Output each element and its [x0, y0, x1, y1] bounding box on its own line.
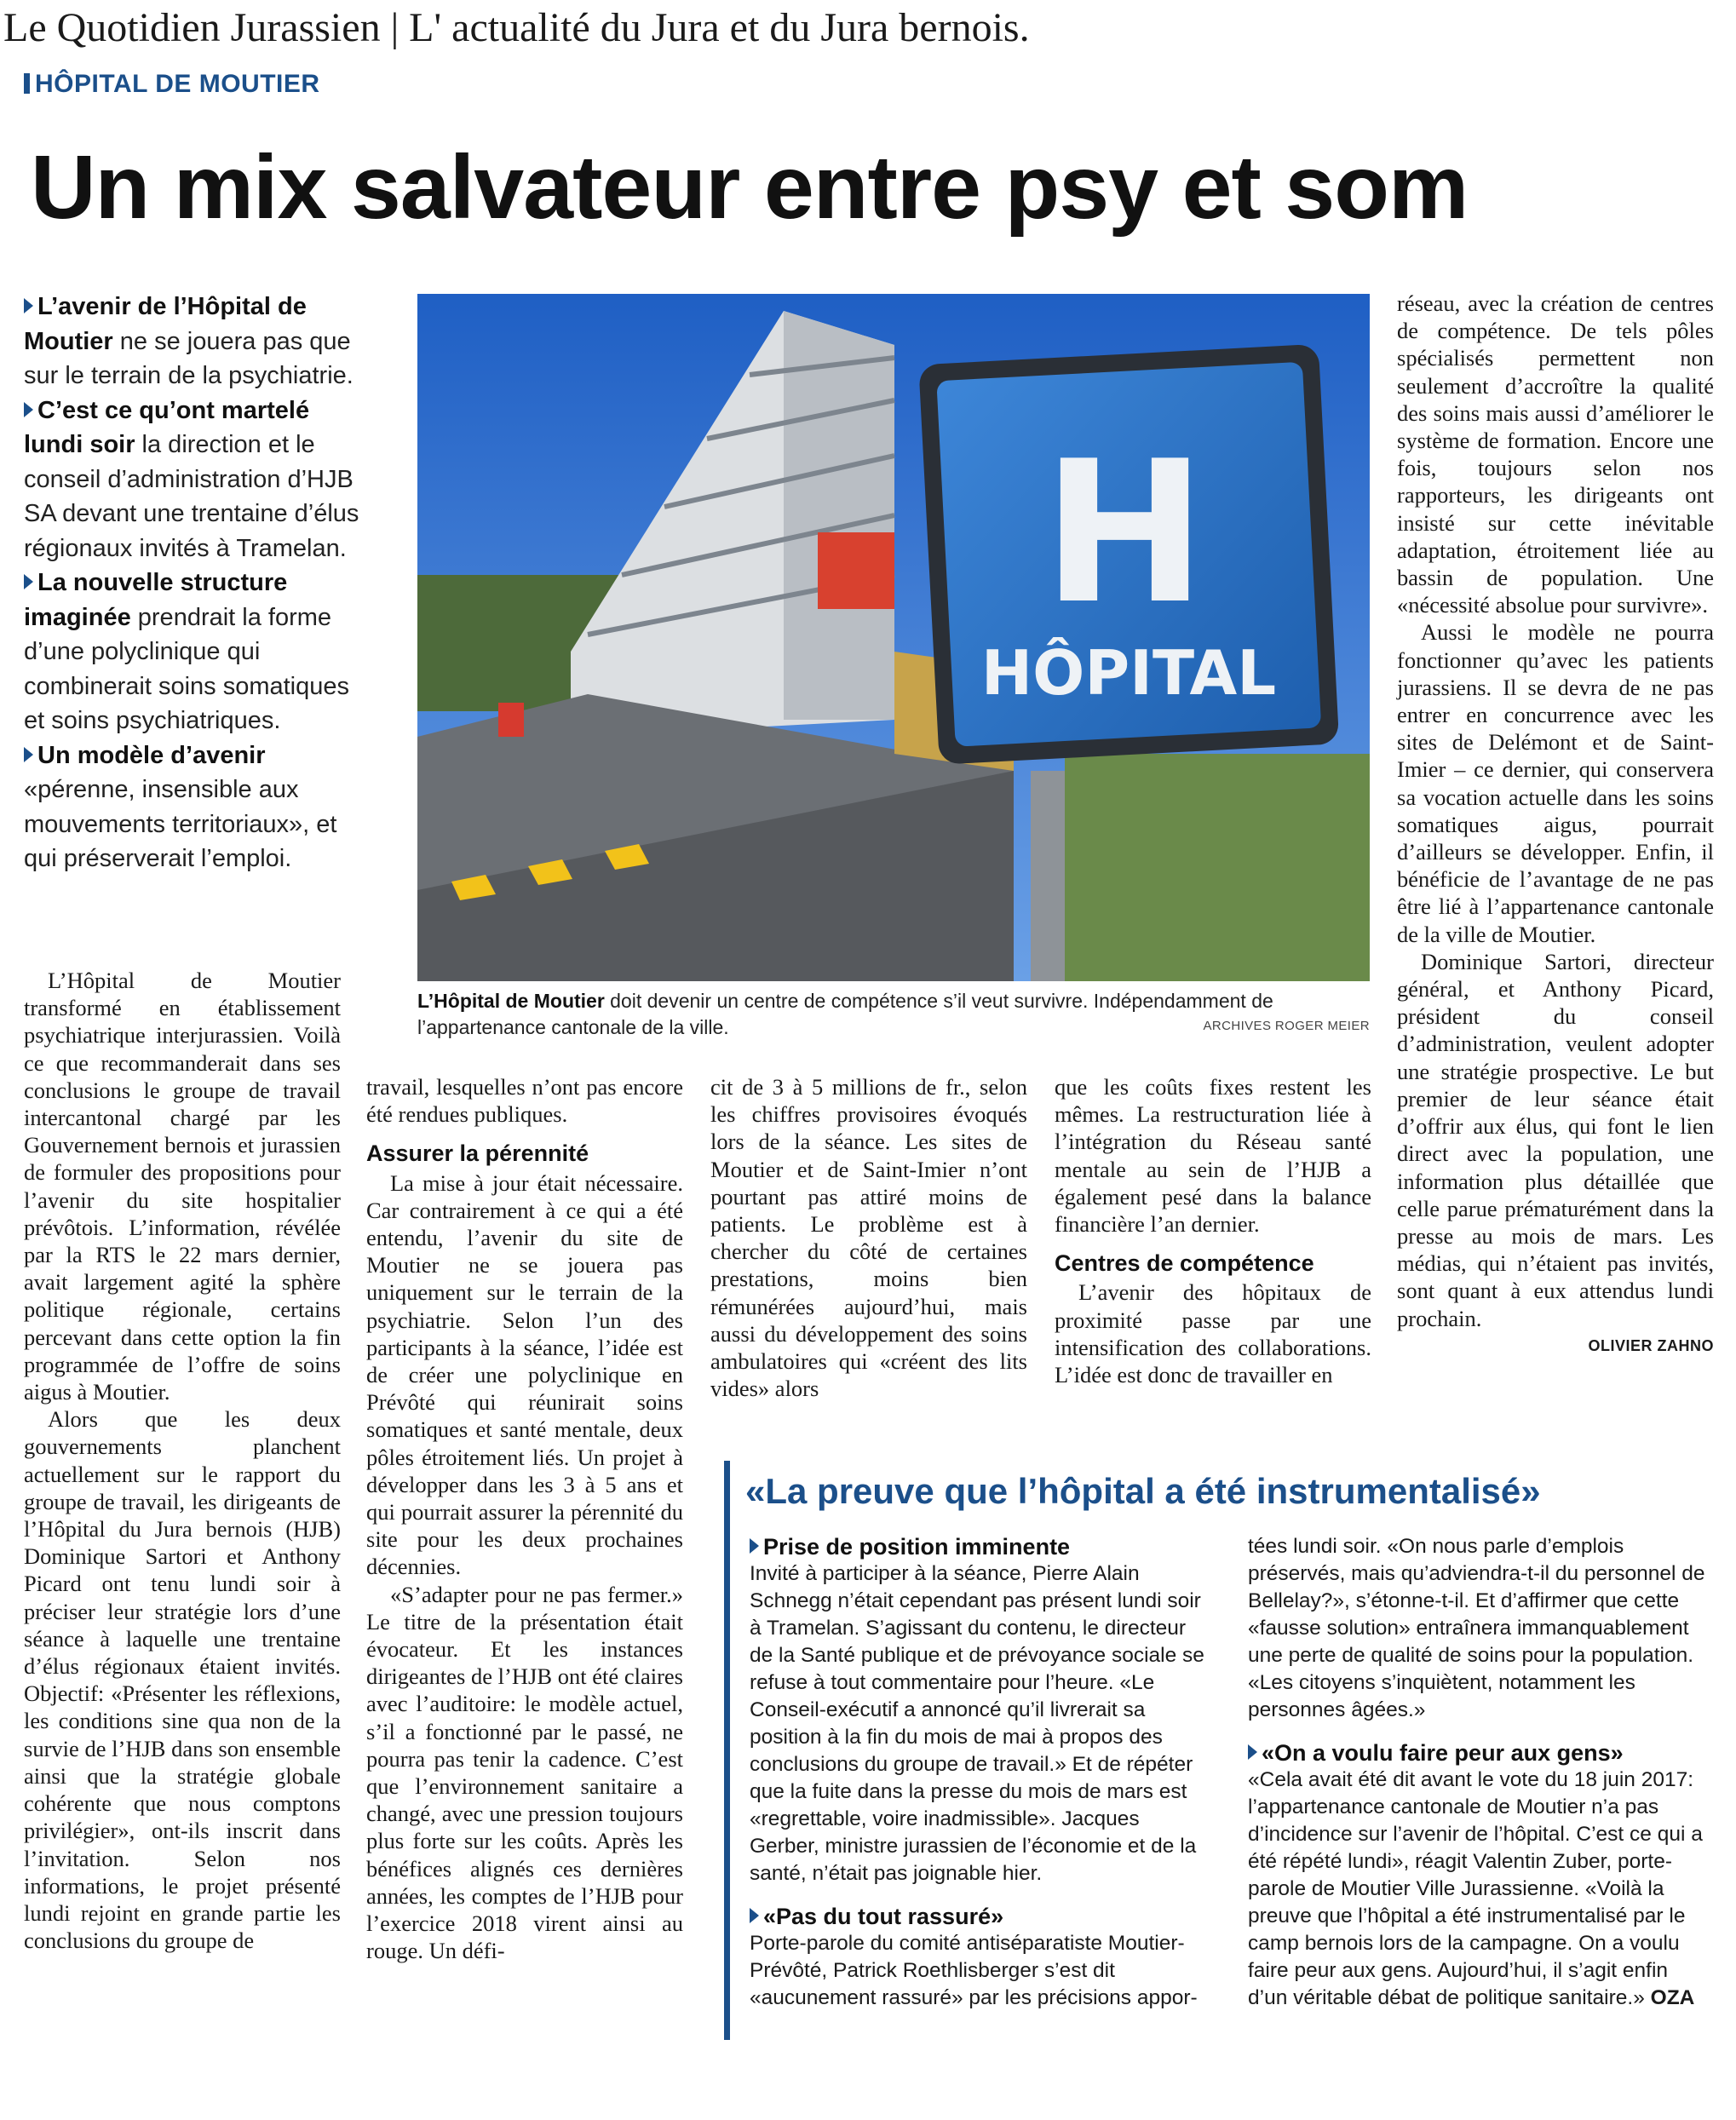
paragraph: Aussi le modèle ne pourra fonctionner qu’avec les patients jurassiens. Il se devra de ne pas entrer en concurrence avec les sites de Delémont et de Saint-Imier – ce dernier, qui conservera sa vocation actuelle dans les soins somatiques aigus, pourrait d’ailleurs se développer. Enfin, il bénéficie de l’avantage de ne pas être lié à l’appartenance cantonale de la ville de Moutier.	[1397, 619, 1714, 947]
lead-item-text: ne se jouera pas que sur le terrain de la psychiatrie.	[24, 327, 354, 389]
box-subheading	[750, 1903, 1210, 1930]
bullet-triangle-icon	[24, 298, 33, 313]
article-column-1	[24, 967, 341, 1954]
article-column-3	[710, 1073, 1027, 1402]
box-column-1	[750, 1533, 1210, 2012]
bullet-triangle-icon	[750, 1538, 759, 1554]
sign-word: HÔPITAL	[980, 637, 1277, 709]
headline: Un mix salvateur entre psy et som	[31, 137, 1469, 238]
bullet-triangle-icon	[750, 1908, 759, 1923]
box-subheading-text: «Pas du tout rassuré»	[763, 1904, 1004, 1929]
paragraph: que les coûts fixes restent les mêmes. La restructuration liée à l’intégration du Réseau santé mentale au sein de l’HJB a également pesé dans la balance financière l’an dernier.	[1055, 1074, 1371, 1238]
bullet-triangle-icon	[1248, 1744, 1257, 1760]
caption-bold: L’Hôpital de Moutier	[417, 990, 605, 1012]
lead-item	[24, 394, 360, 566]
lead-item-text: prendrait la forme d’une polyclinique qui combinerait soins somatiques et soins psychiatriques.	[24, 603, 350, 734]
box-paragraph: Porte-parole du comité antiséparatiste Moutier-Prévôté, Patrick Roethlisberger s’est dit «aucunement rassuré» par les précisions appor-	[750, 1932, 1198, 2009]
paragraph: Dominique Sartori, directeur général, et Anthony Picard, président du conseil d’administration, veulent adopter une stratégie prospective. Le but premier de leur séance était d’offrir aux élus, qui font le lien direct avec la population, une information plus détaillée que celle parue prématurément dans la presse au mois de mars. Les médias, qui n’étaient pas invités, sont quant à eux attendus lundi prochain.	[1397, 948, 1714, 1331]
paragraph: L’avenir des hôpitaux de proximité passe par une intensification des collaborations. L’idée est donc de travailler en	[1055, 1279, 1371, 1388]
caption-text: doit devenir un centre de compétence s’il veut survivre. Indépendamment de l’appartenance cantonale de la ville.	[417, 990, 1273, 1038]
box-subheading	[750, 1533, 1210, 1560]
subheading-perennite: Assurer la pérennité	[366, 1140, 589, 1167]
lead-item-bold: La nouvelle structure imaginée	[24, 569, 288, 631]
box-title: «La preuve que l’hôpital a été instrumentalisé»	[745, 1471, 1541, 1511]
box-paragraph: Invité à participer à la séance, Pierre Alain Schnegg n’était cependant pas présent lundi soir à Tramelan. S’agissant du contenu, le directeur de la Santé publique et de prévoyance sociale se refuse à tout commentaire pour l’heure. «Le Conseil-exécutif a annoncé qu’il livrerait sa position à la fin du mois de mai à propos des conclusions du groupe de travail.» Et de répéter que la fuite dans la presse du mois de mars est «regrettable, voire inadmissible». Jacques Gerber, ministre jurassien de l’économie et de la santé, n’était pas joignable hier.	[750, 1562, 1204, 1885]
paragraph: L’Hôpital de Moutier transformé en établissement psychiatrique interjurassien. Voilà ce que recommanderait dans ses conclusions le groupe de travail intercantonal chargé par les Gouvernement bernois et jurassien de formuler des propositions pour l’avenir du site hospitalier prévôtois. L’information, révélée par la RTS le 22 mars dernier, avait largement agité la sphère politique régionale, certains percevant dans cette option la fin programmée de l’offre de soins aigus à Moutier.	[24, 968, 341, 1405]
lead-item-bold: Un modèle d’avenir	[37, 741, 266, 769]
lead-item	[24, 566, 360, 738]
lead-summary	[24, 290, 360, 876]
box-paragraph-text: «Cela avait été dit avant le vote du 18 juin 2017: l’appartenance cantonale de Moutier n’a pas d’incidence sur l’avenir de l’hôpital. C’est ce qui a été répété lundi», réagit Valentin Zuber, porte-parole de Moutier Ville Jurassienne. «Voilà la preuve que l’hôpital a été instrumentalisé par le camp bernois lors de la campagne. On a voulu faire peur aux gens. Aujourd’hui, il s’agit enfin d’un véritable débat de politique sanitaire.»	[1248, 1768, 1703, 2009]
photo-credit: ARCHIVES ROGER MEIER	[1203, 1019, 1370, 1033]
lead-item-text: «pérenne, insensible aux mouvements territoriaux», et qui préserverait l’emploi.	[24, 776, 337, 872]
box-paragraph	[1248, 1767, 1712, 2012]
paragraph: réseau, avec la création de centres de compétence. De tels pôles spécialisés permettent non seulement d’accroître la qualité des soins mais aussi d’améliorer le système de formation. Encore une fois, toujours selon nos rapporteurs, les dirigeants ont insisté sur cette inévitable adaptation, étroitement liée au bassin de population. Une «nécessité absolue pour survivre».	[1397, 290, 1714, 618]
box-subheading-text: «On a voulu faire peur aux gens»	[1262, 1740, 1624, 1766]
paragraph: La mise à jour était nécessaire. Car contrairement à ce qui a été entendu, l’avenir du site de Moutier ne se jouera pas uniquement sur le terrain de la psychiatrie. Selon l’un des participants à la séance, l’idée est de créer une polyclinique en Prévôté qui réunirait soins somatiques et santé mentale, deux pôles étroitement liés. Un projet à développer dans les 3 à 5 ans et qui pourrait assurer la pérennité du site pour les deux prochaines décennies.	[366, 1169, 683, 1580]
kicker-label: HÔPITAL DE MOUTIER	[35, 70, 320, 98]
hospital-photo	[417, 294, 1370, 981]
lead-item	[24, 290, 360, 394]
paragraph: cit de 3 à 5 millions de fr., selon les chiffres provisoires évoqués lors de la séance. Les sites de Moutier et de Saint-Imier n’ont pourtant pas attiré moins de patients. Le problème est à chercher du côté de certaines prestations, moins bien rémunérées aujourd’hui, mais aussi du développement des soins ambulatoires qui «créent des lits vides» alors	[710, 1074, 1027, 1402]
kicker-bar	[24, 73, 30, 94]
masthead: Le Quotidien Jurassien | L' actualité du Jura et du Jura bernois.	[3, 5, 1030, 50]
box-column-2	[1248, 1533, 1712, 2012]
bullet-triangle-icon	[24, 402, 33, 417]
box-subheading-text: Prise de position imminente	[763, 1534, 1071, 1560]
bullet-triangle-icon	[24, 747, 33, 762]
lead-item-bold: C’est ce qu’ont martelé lundi soir	[24, 396, 310, 458]
paragraph: «S’adapter pour ne pas fermer.» Le titre de la présentation était évocateur. Et les instances dirigeantes de l’HJB ont été claires avec l’auditoire: le modèle actuel, s’il a fonctionné par le passé, ne pourra pas tenir la cadence. C’est que l’environnement sanitaire a changé, avec une pression toujours plus forte sur les coûts. Après les bénéfices alignés ces dernières années, les comptes de l’HJB pour l’exercice 2018 virent ainsi au rouge. Un défi-	[366, 1581, 683, 1964]
subheading-centres: Centres de compétence	[1055, 1250, 1314, 1277]
lead-item-text: la direction et le conseil d’administration d’HJB SA devant une trentaine d’élus régionaux invités à Tramelan.	[24, 431, 359, 562]
lead-item-bold: L’avenir de l’Hôpital de Moutier	[24, 293, 307, 355]
lead-item	[24, 738, 360, 876]
box-subheading	[1248, 1739, 1712, 1767]
author-signature: OLIVIER ZAHNO	[1588, 1336, 1714, 1354]
section-kicker	[24, 70, 320, 99]
article-column-4	[1055, 1073, 1371, 1388]
bullet-triangle-icon	[24, 574, 33, 589]
sign-letter: H	[1042, 420, 1207, 647]
box-paragraph: tées lundi soir. «On nous parle d’emplois préservés, mais qu’adviendra-t-il du personnel de Bellelay?», s’étonne-t-il. Et d’affirmer que cette «fausse solution» entraînera immanquablement une perte de qualité de soins pour la population. «Les citoyens s’inquiètent, notamment les personnes âgées.»	[1248, 1535, 1705, 1721]
box-signature: OZA	[1650, 1986, 1695, 2009]
article-column-2	[366, 1073, 683, 1965]
paragraph: Alors que les deux gouvernements planchent actuellement sur le rapport du groupe de travail, les dirigeants de l’Hôpital du Jura bernois (HJB) Dominique Sartori et Anthony Picard ont tenu lundi soir à préciser leur stratégie lors d’une séance à laquelle une trentaine d’élus régionaux étaient invités. Objectif: «Présenter les réflexions, les conditions sine qua non de la survie de l’HJB dans son ensemble ainsi que la stratégie globale cohérente que nous comptons privilégier», ont-ils inscrit dans l’invitation. Selon nos informations, le projet présenté lundi rejoint en grande partie les conclusions du groupe de	[24, 1406, 341, 1954]
box-accent-rule	[724, 1461, 730, 2040]
article-column-5	[1397, 290, 1714, 1359]
hospital-sign-illustration	[417, 294, 1370, 981]
paragraph: travail, lesquelles n’ont pas encore été rendues publiques.	[366, 1074, 683, 1128]
